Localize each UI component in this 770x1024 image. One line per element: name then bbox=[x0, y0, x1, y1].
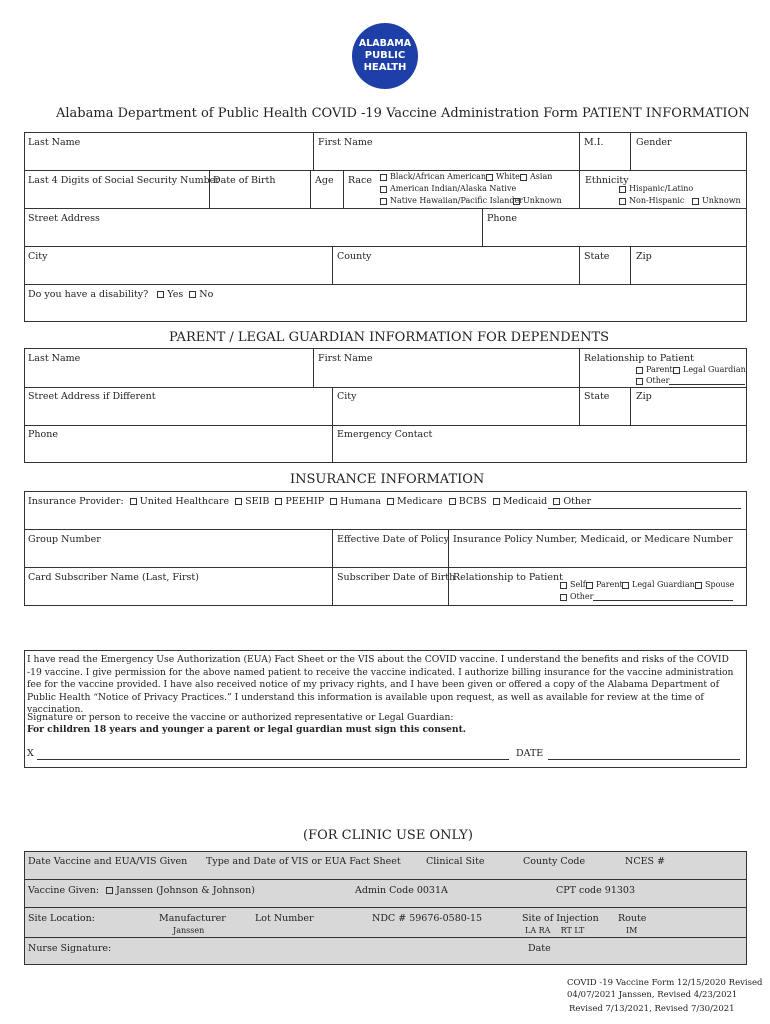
checkbox-icon bbox=[619, 198, 626, 205]
checkbox-icon bbox=[520, 174, 527, 181]
insurance-heading: INSURANCE INFORMATION bbox=[290, 472, 485, 487]
guardian-zip-label: Zip bbox=[636, 391, 652, 402]
checkbox-icon bbox=[695, 582, 702, 589]
provider-humana[interactable]: Humana bbox=[330, 496, 381, 507]
checkbox-icon bbox=[235, 498, 242, 505]
checkbox-icon bbox=[513, 198, 520, 205]
guardian-rel-other[interactable]: Other bbox=[636, 376, 745, 385]
checkbox-icon bbox=[275, 498, 282, 505]
patient-last-name-label: Last Name bbox=[28, 137, 81, 148]
checkbox-icon bbox=[157, 291, 164, 298]
provider-medicaid[interactable]: Medicaid bbox=[493, 496, 548, 507]
consent-date-line[interactable] bbox=[548, 759, 740, 760]
ins-rel-legal-guardian[interactable]: Legal Guardian bbox=[622, 580, 695, 589]
checkbox-icon bbox=[553, 498, 560, 505]
consent-date-label: DATE bbox=[516, 748, 544, 759]
logo-line-2: PUBLIC bbox=[364, 50, 406, 61]
guardian-last-name-label: Last Name bbox=[28, 353, 81, 364]
patient-ethnicity-label: Ethnicity bbox=[585, 175, 629, 186]
insurance-provider-row bbox=[28, 496, 591, 507]
checkbox-icon bbox=[106, 887, 113, 894]
site-injection-label: Site of Injection bbox=[522, 913, 599, 924]
provider-peehip[interactable]: PEEHIP bbox=[275, 496, 324, 507]
checkbox-icon bbox=[380, 186, 387, 193]
clinical-site-label: Clinical Site bbox=[426, 856, 485, 867]
guardian-rel-legal-guardian[interactable]: Legal Guardian bbox=[673, 365, 746, 374]
checkbox-icon bbox=[636, 367, 643, 374]
signature-x: X bbox=[27, 748, 34, 759]
ethnicity-option-non-hispanic[interactable]: Non-Hispanic bbox=[619, 196, 684, 205]
guardian-city-label: City bbox=[337, 391, 357, 402]
guardian-state-label: State bbox=[584, 391, 610, 402]
patient-first-name-label: First Name bbox=[318, 137, 373, 148]
provider-medicare[interactable]: Medicare bbox=[387, 496, 443, 507]
footer-revision-2: 04/07/2021 Janssen, Revised 4/23/2021 bbox=[567, 990, 738, 1000]
nces-label: NCES # bbox=[625, 856, 666, 867]
form-title: Alabama Department of Public Health COVID -19 Vaccine Administration Form PATIENT INFORMATION bbox=[56, 106, 750, 121]
checkbox-icon bbox=[380, 198, 387, 205]
patient-county-label: County bbox=[337, 251, 372, 262]
provider-united[interactable]: United Healthcare bbox=[130, 496, 229, 507]
patient-zip-label: Zip bbox=[636, 251, 652, 262]
patient-street-label: Street Address bbox=[28, 213, 100, 224]
patient-state-label: State bbox=[584, 251, 610, 262]
route-value: IM bbox=[626, 926, 638, 935]
patient-age-label: Age bbox=[315, 175, 334, 186]
group-number-label: Group Number bbox=[28, 534, 101, 545]
patient-city-label: City bbox=[28, 251, 48, 262]
disability-yes[interactable]: Yes bbox=[157, 289, 183, 300]
guardian-heading: PARENT / LEGAL GUARDIAN INFORMATION FOR DEPENDENTS bbox=[169, 330, 610, 345]
provider-other[interactable]: Other bbox=[553, 496, 591, 507]
disability-no[interactable]: No bbox=[189, 289, 213, 300]
patient-gender-label: Gender bbox=[636, 137, 672, 148]
checkbox-icon bbox=[380, 174, 387, 181]
lot-number-label: Lot Number bbox=[255, 913, 314, 924]
race-option-american-indian[interactable]: American Indian/Alaska Native bbox=[380, 184, 516, 193]
logo-line-3: HEALTH bbox=[363, 62, 407, 73]
guardian-rel-parent[interactable]: Parent bbox=[636, 365, 673, 374]
ethnicity-option-hispanic[interactable]: Hispanic/Latino bbox=[619, 184, 693, 193]
race-option-native-hawaiian[interactable]: Native Hawaiian/Pacific Islander bbox=[380, 196, 523, 205]
patient-dob-label: Date of Birth bbox=[213, 175, 276, 186]
signature-line[interactable] bbox=[37, 759, 509, 760]
type-date-vis-label: Type and Date of VIS or EUA Fact Sheet bbox=[206, 856, 401, 867]
date-vaccine-label: Date Vaccine and EUA/VIS Given bbox=[28, 856, 188, 867]
clinic-heading: (FOR CLINIC USE ONLY) bbox=[303, 828, 473, 843]
guardian-relationship-label: Relationship to Patient bbox=[584, 353, 694, 364]
guardian-emergency-label: Emergency Contact bbox=[337, 429, 433, 440]
footer-revision-3: Revised 7/13/2021, Revised 7/30/2021 bbox=[569, 1004, 735, 1014]
site-injection-values: LA RA RT LT bbox=[525, 926, 585, 935]
race-option-asian[interactable]: Asian bbox=[520, 172, 552, 181]
clinic-section bbox=[24, 851, 747, 965]
ins-rel-parent[interactable]: Parent bbox=[586, 580, 623, 589]
subscriber-name-label: Card Subscriber Name (Last, First) bbox=[28, 572, 199, 583]
ethnicity-option-unknown[interactable]: Unknown bbox=[692, 196, 741, 205]
checkbox-icon bbox=[619, 186, 626, 193]
guardian-street-label: Street Address if Different bbox=[28, 391, 156, 402]
county-code-label: County Code bbox=[523, 856, 586, 867]
race-option-unknown[interactable]: Unknown bbox=[513, 196, 562, 205]
guardian-phone-label: Phone bbox=[28, 429, 58, 440]
effective-date-label: Effective Date of Policy bbox=[337, 534, 449, 545]
race-option-white[interactable]: White bbox=[486, 172, 520, 181]
site-location-label: Site Location: bbox=[28, 913, 95, 924]
race-option-black[interactable]: Black/African American bbox=[380, 172, 486, 181]
route-label: Route bbox=[618, 913, 647, 924]
guardian-first-name-label: First Name bbox=[318, 353, 373, 364]
subscriber-dob-label: Subscriber Date of Birth bbox=[337, 572, 456, 583]
checkbox-icon bbox=[330, 498, 337, 505]
checkbox-icon bbox=[560, 582, 567, 589]
vaccine-given-label: Vaccine Given: bbox=[28, 885, 100, 896]
checkbox-icon bbox=[586, 582, 593, 589]
patient-phone-label: Phone bbox=[487, 213, 517, 224]
checkbox-icon bbox=[636, 378, 643, 385]
insurance-provider-label: Insurance Provider: bbox=[28, 496, 124, 507]
footer-revision-1: COVID -19 Vaccine Form 12/15/2020 Revised bbox=[567, 978, 763, 988]
ins-rel-self[interactable]: Self bbox=[560, 580, 586, 589]
patient-ssn-label: Last 4 Digits of Social Security Number bbox=[28, 175, 220, 186]
checkbox-icon bbox=[189, 291, 196, 298]
patient-race-label: Race bbox=[348, 175, 372, 186]
consent-text: I have read the Emergency Use Authorization (EUA) Fact Sheet or the VIS about the COVID vaccine. I understand the benefits and risks of the COVID -19 vaccine. I give permission for the above named patient to receive the vaccine indicated. I authorize billing insurance for the vaccine administration fee for the vaccine provided. I have also received notice of my privacy rights, and I have been given or offered a copy of the Alabama Department of Public Health “Notice of Privacy Practices.” I understand this information is available upon request, as well as available for review at the time of vaccination. bbox=[27, 654, 734, 715]
ndc-label: NDC # 59676-0580-15 bbox=[372, 913, 483, 924]
nurse-date-label: Date bbox=[528, 943, 551, 954]
consent-children-note: For children 18 years and younger a parent or legal guardian must sign this consent. bbox=[27, 724, 467, 735]
manufacturer-label: Manufacturer bbox=[159, 913, 226, 924]
nurse-signature-label: Nurse Signature: bbox=[28, 943, 112, 954]
provider-bcbs[interactable]: BCBS bbox=[449, 496, 487, 507]
checkbox-icon bbox=[622, 582, 629, 589]
checkbox-icon bbox=[130, 498, 137, 505]
checkbox-icon bbox=[449, 498, 456, 505]
alabama-public-health-logo bbox=[352, 23, 418, 89]
insurance-relationship-label: Relationship to Patient bbox=[453, 572, 563, 583]
checkbox-icon bbox=[673, 367, 680, 374]
consent-signature-line: Signature or person to receive the vaccine or authorized representative or Legal Guardian: bbox=[27, 712, 454, 723]
provider-seib[interactable]: SEIB bbox=[235, 496, 269, 507]
checkbox-icon bbox=[692, 198, 699, 205]
checkbox-icon bbox=[493, 498, 500, 505]
disability-question: Do you have a disability? Yes No bbox=[28, 289, 214, 300]
checkbox-icon bbox=[387, 498, 394, 505]
checkbox-icon bbox=[486, 174, 493, 181]
admin-code: Admin Code 0031A bbox=[355, 885, 448, 896]
patient-mi-label: M.I. bbox=[584, 137, 604, 148]
policy-number-label: Insurance Policy Number, Medicaid, or Medicare Number bbox=[453, 534, 733, 545]
checkbox-icon bbox=[560, 594, 567, 601]
janssen-option[interactable]: Janssen (Johnson & Johnson) bbox=[106, 885, 255, 896]
manufacturer-value: Janssen bbox=[173, 926, 205, 935]
cpt-code: CPT code 91303 bbox=[556, 885, 636, 896]
logo-line-1: ALABAMA bbox=[358, 38, 412, 49]
ins-rel-spouse[interactable]: Spouse bbox=[695, 580, 734, 589]
ins-rel-other[interactable]: Other bbox=[560, 592, 733, 601]
